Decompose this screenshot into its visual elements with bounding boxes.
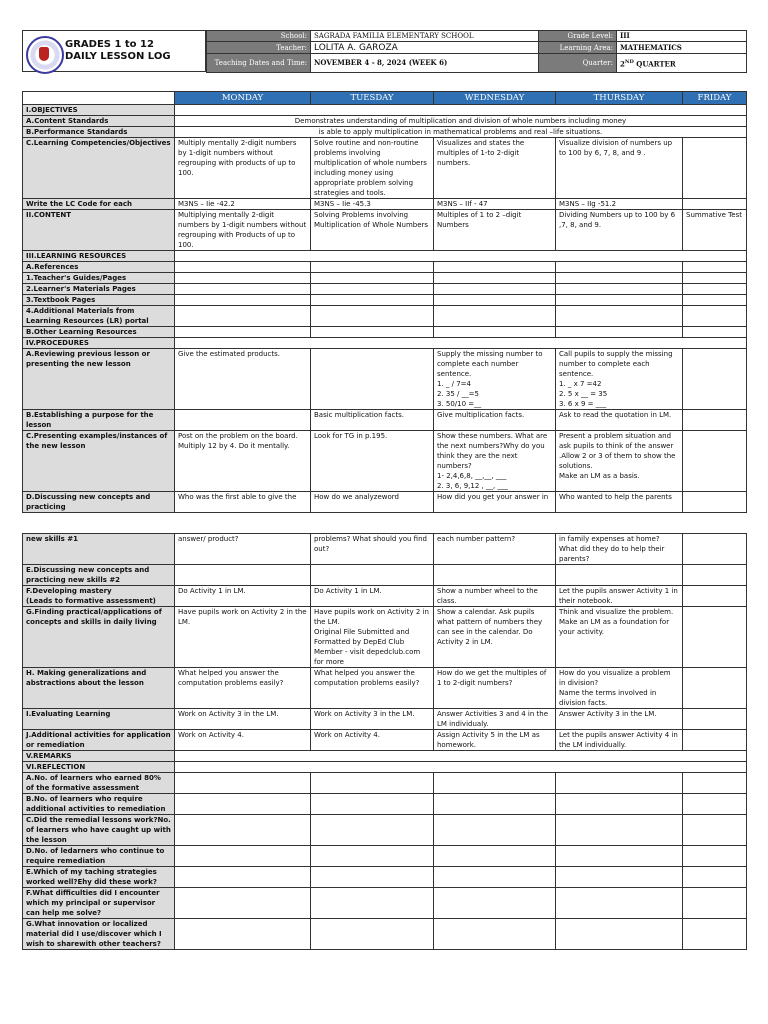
day-cell-wednesday: Supply the missing number to complete each number sentence. 1. _ / 7=4 2. 35 / __=5 3. 50/10 =__: [434, 349, 556, 410]
day-cell-tuesday: Do Activity 1 in LM.: [311, 586, 434, 607]
grade-value: III: [617, 31, 747, 42]
table-row: [23, 492, 747, 513]
table-row: [23, 338, 747, 349]
day-cell-friday: [683, 534, 747, 565]
day-cell-wednesday: How do we get the multiples of 1 to 2-digit numbers?: [434, 668, 556, 709]
day-cell-monday: [175, 273, 311, 284]
day-cell-wednesday: [434, 773, 556, 794]
day-cell-thursday: [556, 919, 683, 950]
day-cell-friday: [683, 284, 747, 295]
table-row: [23, 295, 747, 306]
header-left: [22, 30, 206, 72]
row-label: A.Reviewing previous lesson or presenting the new lesson: [23, 349, 175, 410]
table-row: [23, 116, 747, 127]
day-cell-monday: [175, 295, 311, 306]
day-cell-friday: [683, 919, 747, 950]
day-cell-tuesday: Work on Activity 3 in the LM.: [311, 709, 434, 730]
day-cell-monday: [175, 867, 311, 888]
day-cell-thursday: [556, 262, 683, 273]
day-cell-thursday: Answer Activity 3 in the LM.: [556, 709, 683, 730]
day-cell-tuesday: How do we analyzeword: [311, 492, 434, 513]
row-label: B.No. of learners who require additional activities to remediation: [23, 794, 175, 815]
section-cell: [175, 762, 747, 773]
header-info-table: [206, 30, 747, 73]
day-cell-tuesday: [311, 867, 434, 888]
day-cell-monday: [175, 773, 311, 794]
day-cell-friday: [683, 492, 747, 513]
day-cell-thursday: [556, 284, 683, 295]
day-cell-thursday: [556, 773, 683, 794]
section-cell: [175, 105, 747, 116]
day-cell-monday: [175, 794, 311, 815]
table-row: [23, 867, 747, 888]
table-row: [23, 210, 747, 251]
day-cell-monday: Do Activity 1 in LM.: [175, 586, 311, 607]
day-cell-friday: [683, 773, 747, 794]
teacher-value: LOLITA A. GAROZA: [311, 42, 539, 54]
day-cell-wednesday: [434, 565, 556, 586]
row-label: VI.REFLECTION: [23, 762, 175, 773]
day-cell-tuesday: Basic multiplication facts.: [311, 410, 434, 431]
table-row: [23, 199, 747, 210]
header: [22, 30, 746, 72]
day-cell-wednesday: [434, 794, 556, 815]
row-label: D.No. of ledarners who continue to require remediation: [23, 846, 175, 867]
title-line-2: DAILY LESSON LOG: [65, 51, 171, 62]
row-label: C.Did the remedial lessons work?No. of learners who have caught up with the lesson: [23, 815, 175, 846]
day-cell-friday: [683, 888, 747, 919]
table-row: [23, 262, 747, 273]
day-cell-tuesday: [311, 565, 434, 586]
day-cell-monday: Work on Activity 3 in the LM.: [175, 709, 311, 730]
day-cell-thursday: [556, 327, 683, 338]
table-row: [23, 105, 747, 116]
area-value: MATHEMATICS: [617, 42, 747, 54]
lesson-table-part-1: [22, 91, 746, 513]
day-cell-tuesday: Have pupils work on Activity 2 in the LM. Original File Submitted and Formatted by DepEd Club Member - visit depedclub.com for more: [311, 607, 434, 668]
lesson-log-table-continued: [22, 533, 747, 950]
day-cell-friday: [683, 327, 747, 338]
row-label: B.Other Learning Resources: [23, 327, 175, 338]
section-cell: [175, 251, 747, 262]
table-row: [23, 773, 747, 794]
day-wednesday: WEDNESDAY: [434, 92, 556, 105]
day-cell-wednesday: Visualizes and states the multiples of 1-to 2-digit numbers.: [434, 138, 556, 199]
table-row: [23, 668, 747, 709]
table-row: [23, 730, 747, 751]
row-label: G.What innovation or localized material did I use/discover which I wish to sharewith other teachers?: [23, 919, 175, 950]
day-cell-friday: [683, 306, 747, 327]
section-cell: [175, 338, 747, 349]
row-label: I.OBJECTIVES: [23, 105, 175, 116]
day-cell-tuesday: What helped you answer the computation problems easily?: [311, 668, 434, 709]
day-cell-friday: [683, 586, 747, 607]
day-cell-wednesday: each number pattern?: [434, 534, 556, 565]
day-cell-monday: [175, 284, 311, 295]
table-row: [23, 127, 747, 138]
day-cell-monday: Give the estimated products.: [175, 349, 311, 410]
school-value: SAGRADA FAMILIA ELEMENTARY SCHOOL: [311, 31, 539, 42]
day-cell-monday: Post on the problem on the board. Multiply 12 by 4. Do it mentally.: [175, 431, 311, 492]
day-cell-tuesday: [311, 846, 434, 867]
day-cell-thursday: Let the pupils answer Activity 4 in the LM individually.: [556, 730, 683, 751]
day-cell-friday: Summative Test: [683, 210, 747, 251]
day-cell-thursday: Call pupils to supply the missing number to complete each sentence. 1. _ x 7 =42 2. 5 x __ = 35 3. 6 x 9 = ___: [556, 349, 683, 410]
day-cell-monday: Who was the first able to give the: [175, 492, 311, 513]
day-cell-thursday: M3NS – IIg -51.2: [556, 199, 683, 210]
document-title: [65, 39, 171, 63]
day-cell-friday: [683, 794, 747, 815]
table-row: [23, 138, 747, 199]
day-cell-thursday: [556, 565, 683, 586]
day-cell-thursday: Let the pupils answer Activity 1 in their notebook.: [556, 586, 683, 607]
section-cell: [175, 751, 747, 762]
standard-cell: is able to apply multiplication in mathematical problems and real –life situations.: [175, 127, 747, 138]
day-cell-wednesday: Show a number wheel to the class.: [434, 586, 556, 607]
day-cell-friday: [683, 295, 747, 306]
day-cell-friday: [683, 607, 747, 668]
day-cell-friday: [683, 867, 747, 888]
day-cell-wednesday: [434, 262, 556, 273]
table-row: [23, 607, 747, 668]
day-cell-tuesday: Work on Activity 4.: [311, 730, 434, 751]
day-cell-friday: [683, 668, 747, 709]
day-cell-wednesday: [434, 919, 556, 950]
day-cell-monday: [175, 815, 311, 846]
row-label: new skills #1: [23, 534, 175, 565]
day-cell-thursday: Dividing Numbers up to 100 by 6 ,7, 8, and 9.: [556, 210, 683, 251]
day-monday: MONDAY: [175, 92, 311, 105]
day-cell-tuesday: [311, 815, 434, 846]
quarter-label: Quarter:: [539, 54, 617, 73]
row-label: C.Learning Competencies/Objectives: [23, 138, 175, 199]
table-row: [23, 846, 747, 867]
day-cell-tuesday: [311, 295, 434, 306]
table-row: [23, 709, 747, 730]
table-row: [23, 306, 747, 327]
day-cell-tuesday: [311, 349, 434, 410]
day-cell-monday: What helped you answer the computation problems easily?: [175, 668, 311, 709]
day-cell-friday: [683, 138, 747, 199]
day-cell-tuesday: [311, 794, 434, 815]
day-cell-wednesday: [434, 888, 556, 919]
row-label: F.What difficulties did I encounter which my principal or supervisor can help me solve?: [23, 888, 175, 919]
day-cell-thursday: [556, 888, 683, 919]
day-cell-wednesday: M3NS – IIf - 47: [434, 199, 556, 210]
table-row: [23, 565, 747, 586]
day-cell-wednesday: [434, 273, 556, 284]
row-label: 2.Learner's Materials Pages: [23, 284, 175, 295]
table-row: [23, 284, 747, 295]
table-row: [23, 888, 747, 919]
grade-label: Grade Level:: [539, 31, 617, 42]
day-cell-wednesday: Give multiplication facts.: [434, 410, 556, 431]
table-row: [23, 349, 747, 410]
day-cell-monday: [175, 410, 311, 431]
day-cell-tuesday: [311, 773, 434, 794]
row-label: IV.PROCEDURES: [23, 338, 175, 349]
day-cell-friday: [683, 730, 747, 751]
day-cell-tuesday: [311, 919, 434, 950]
row-label: 1.Teacher's Guides/Pages: [23, 273, 175, 284]
row-label: II.CONTENT: [23, 210, 175, 251]
row-label: C.Presenting examples/instances of the new lesson: [23, 431, 175, 492]
day-cell-wednesday: Show these numbers. What are the next numbers?Why do you think they are the next numbers? 1- 2,4,6,8, __,__, ___ 2. 3, 6, 9,12 , __, ___: [434, 431, 556, 492]
day-cell-monday: M3NS – Iie -42.2: [175, 199, 311, 210]
title-line-1: GRADES 1 to 12: [65, 39, 154, 50]
lesson-table-part-2: [22, 533, 746, 950]
area-label: Learning Area:: [539, 42, 617, 54]
day-cell-thursday: [556, 846, 683, 867]
day-cell-tuesday: Look for TG in p.195.: [311, 431, 434, 492]
day-cell-monday: answer/ product?: [175, 534, 311, 565]
day-cell-tuesday: [311, 262, 434, 273]
table-row: [23, 586, 747, 607]
row-label: 3.Textbook Pages: [23, 295, 175, 306]
row-label: A.No. of learners who earned 80% of the formative assessment: [23, 773, 175, 794]
day-thursday: THURSDAY: [556, 92, 683, 105]
day-cell-wednesday: [434, 867, 556, 888]
day-cell-thursday: [556, 306, 683, 327]
row-label: F.Developing mastery (Leads to formative assessment): [23, 586, 175, 607]
day-cell-friday: [683, 431, 747, 492]
day-tuesday: TUESDAY: [311, 92, 434, 105]
day-cell-thursday: [556, 794, 683, 815]
day-cell-monday: Multiplying mentally 2-digit numbers by 1-digit numbers without regrouping with Products of up to 100.: [175, 210, 311, 251]
day-friday: FRIDAY: [683, 92, 747, 105]
day-cell-tuesday: Solve routine and non-routine problems involving multiplication of whole numbers including money using appropriate problem solving strategies and tools.: [311, 138, 434, 199]
school-label: School:: [207, 31, 311, 42]
day-cell-monday: [175, 327, 311, 338]
row-label: V.REMARKS: [23, 751, 175, 762]
table-row: [23, 815, 747, 846]
day-cell-wednesday: [434, 306, 556, 327]
row-label: G.Finding practical/applications of concepts and skills in daily living: [23, 607, 175, 668]
day-cell-thursday: [556, 867, 683, 888]
row-label: A.Content Standards: [23, 116, 175, 127]
quarter-value: 2ND QUARTER: [617, 54, 747, 73]
day-cell-thursday: Who wanted to help the parents: [556, 492, 683, 513]
day-cell-tuesday: [311, 888, 434, 919]
day-cell-friday: [683, 846, 747, 867]
day-cell-tuesday: [311, 306, 434, 327]
day-cell-monday: [175, 565, 311, 586]
day-cell-wednesday: Multiples of 1 to 2 –digit Numbers: [434, 210, 556, 251]
day-cell-wednesday: [434, 327, 556, 338]
table-row: [23, 919, 747, 950]
row-label: D.Discussing new concepts and practicing: [23, 492, 175, 513]
table-row: [23, 762, 747, 773]
day-cell-thursday: Think and visualize the problem. Make an LM as a foundation for your activity.: [556, 607, 683, 668]
row-label: H. Making generalizations and abstractions about the lesson: [23, 668, 175, 709]
row-label: E.Discussing new concepts and practicing new skills #2: [23, 565, 175, 586]
day-cell-wednesday: How did you get your answer in: [434, 492, 556, 513]
day-cell-friday: [683, 262, 747, 273]
table-row: [23, 251, 747, 262]
day-cell-tuesday: [311, 284, 434, 295]
table-row: [23, 534, 747, 565]
day-cell-monday: [175, 888, 311, 919]
day-cell-wednesday: [434, 815, 556, 846]
day-cell-tuesday: M3NS – Iie -45.3: [311, 199, 434, 210]
standard-cell: Demonstrates understanding of multiplication and division of whole numbers including money: [175, 116, 747, 127]
day-cell-thursday: How do you visualize a problem in division? Name the terms involved in division facts.: [556, 668, 683, 709]
day-cell-thursday: [556, 273, 683, 284]
row-label: 4.Additional Materials from Learning Resources (LR) portal: [23, 306, 175, 327]
day-cell-thursday: [556, 815, 683, 846]
day-cell-thursday: Visualize division of numbers up to 100 by 6, 7, 8, and 9 .: [556, 138, 683, 199]
day-cell-friday: [683, 199, 747, 210]
row-label: J.Additional activities for application or remediation: [23, 730, 175, 751]
day-cell-friday: [683, 273, 747, 284]
day-cell-monday: [175, 919, 311, 950]
day-cell-wednesday: Assign Activity 5 in the LM as homework.: [434, 730, 556, 751]
day-cell-thursday: [556, 295, 683, 306]
dates-value: NOVEMBER 4 - 8, 2024 (WEEK 6): [311, 54, 539, 73]
day-cell-friday: [683, 410, 747, 431]
dates-label: Teaching Dates and Time:: [207, 54, 311, 73]
row-label: B.Performance Standards: [23, 127, 175, 138]
lesson-log-table: [22, 91, 747, 513]
day-cell-friday: [683, 709, 747, 730]
day-cell-thursday: in family expenses at home? What did they do to help their parents?: [556, 534, 683, 565]
row-label: III.LEARNING RESOURCES: [23, 251, 175, 262]
day-cell-monday: [175, 262, 311, 273]
day-cell-monday: Have pupils work on Activity 2 in the LM.: [175, 607, 311, 668]
day-cell-monday: [175, 306, 311, 327]
table-row: [23, 410, 747, 431]
day-cell-thursday: Ask to read the quotation in LM.: [556, 410, 683, 431]
day-cell-tuesday: [311, 273, 434, 284]
deped-seal-icon: [26, 36, 64, 74]
day-cell-thursday: Present a problem situation and ask pupils to think of the answer .Allow 2 or 3 of them to show the solutions. Make an LM as a basis.: [556, 431, 683, 492]
day-cell-friday: [683, 565, 747, 586]
row-label: B.Establishing a purpose for the lesson: [23, 410, 175, 431]
table-row: [23, 273, 747, 284]
day-cell-tuesday: Solving Problems involving Multiplication of Whole Numbers: [311, 210, 434, 251]
row-label: A.References: [23, 262, 175, 273]
day-cell-tuesday: problems? What should you find out?: [311, 534, 434, 565]
day-cell-friday: [683, 349, 747, 410]
day-cell-monday: [175, 846, 311, 867]
day-cell-monday: Work on Activity 4.: [175, 730, 311, 751]
day-cell-friday: [683, 815, 747, 846]
day-cell-wednesday: Answer Activities 3 and 4 in the LM individualy.: [434, 709, 556, 730]
row-label: Write the LC Code for each: [23, 199, 175, 210]
day-cell-monday: Multiply mentally 2-digit numbers by 1-digit numbers without regrouping with products of up to 100.: [175, 138, 311, 199]
row-label: I.Evaluating Learning: [23, 709, 175, 730]
row-label: E.Which of my taching strategies worked well?Ehy did these work?: [23, 867, 175, 888]
table-row: [23, 327, 747, 338]
day-header-row: [23, 92, 747, 105]
day-cell-wednesday: [434, 846, 556, 867]
teacher-label: Teacher:: [207, 42, 311, 54]
table-row: [23, 794, 747, 815]
day-cell-wednesday: Show a calendar. Ask pupils what pattern of numbers they can see in the calendar. Do Activity 2 in LM.: [434, 607, 556, 668]
table-row: [23, 431, 747, 492]
day-cell-wednesday: [434, 284, 556, 295]
table-row: [23, 751, 747, 762]
day-cell-wednesday: [434, 295, 556, 306]
day-cell-tuesday: [311, 327, 434, 338]
